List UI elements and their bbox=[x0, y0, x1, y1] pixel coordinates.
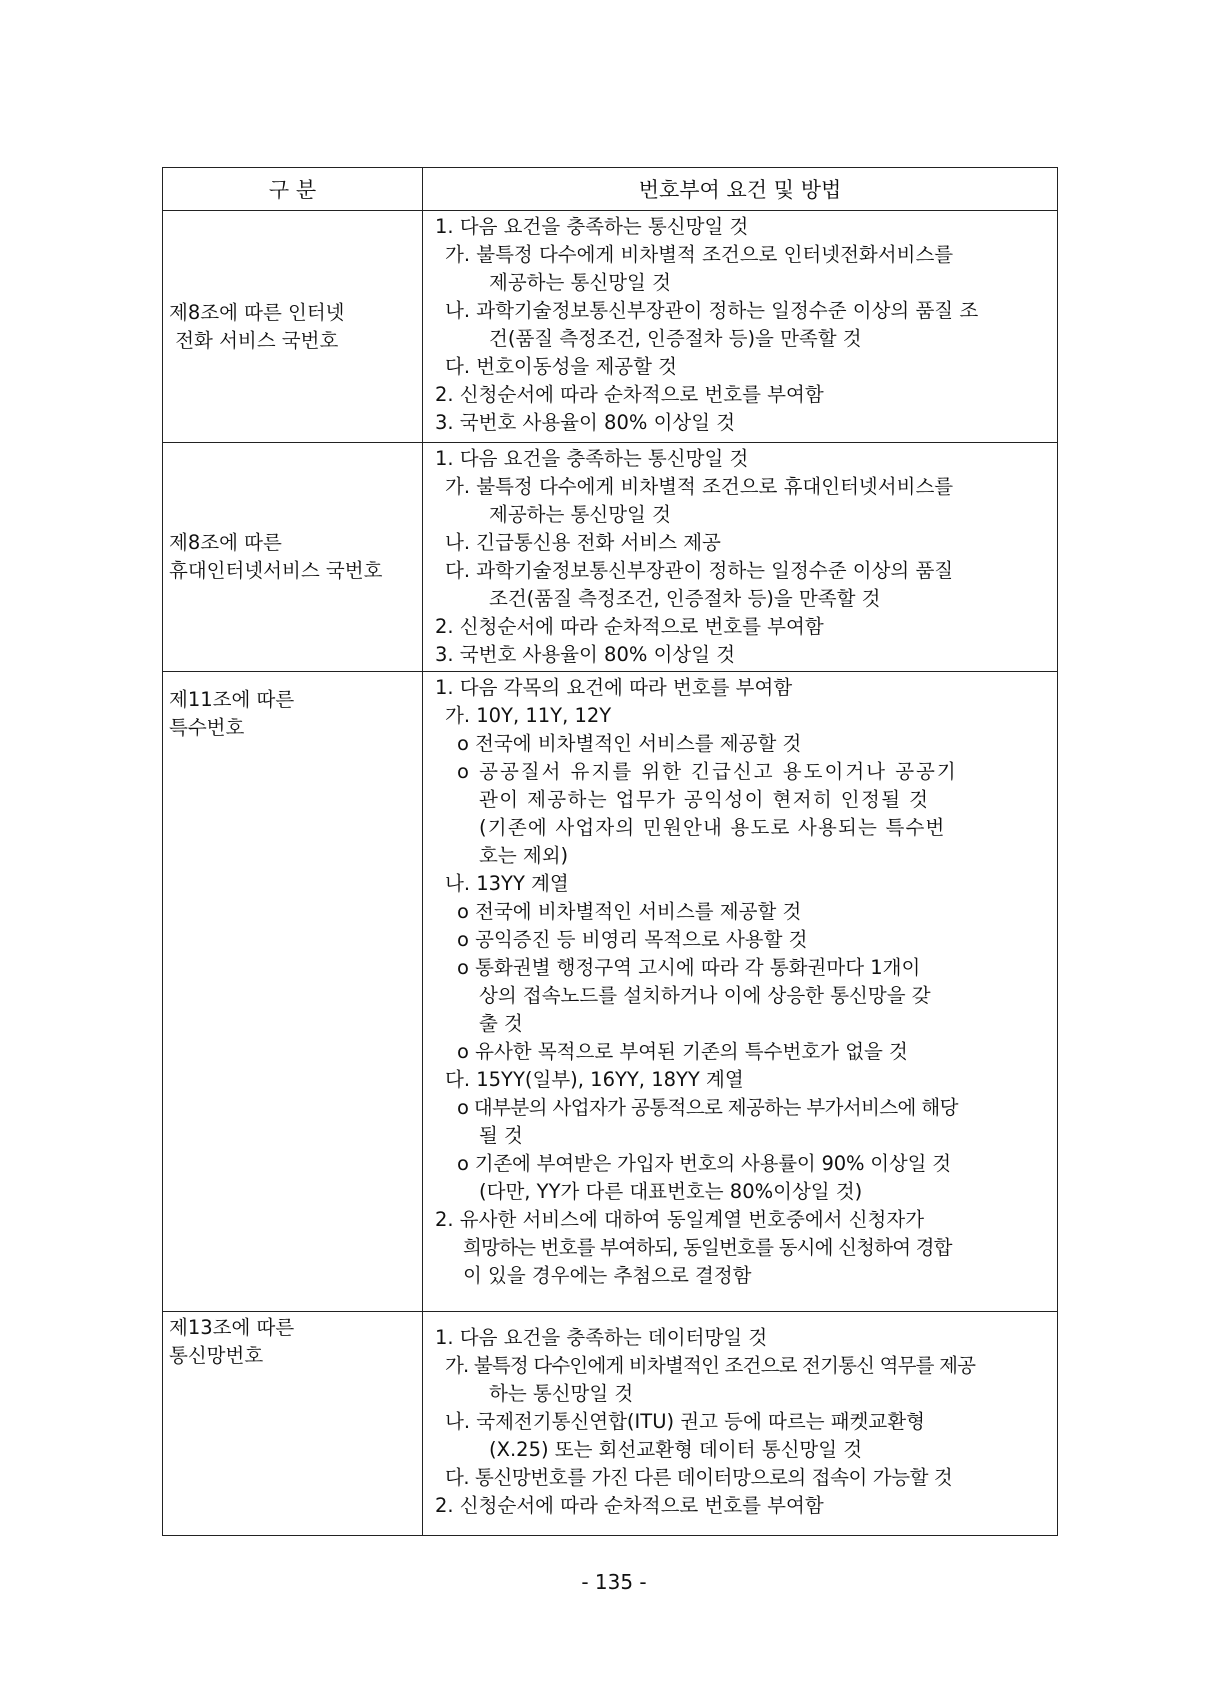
requirement-line: 2. 신청순서에 따라 순차적으로 번호를 부여함 bbox=[435, 615, 824, 638]
requirement-line: 2. 신청순서에 따라 순차적으로 번호를 부여함 bbox=[435, 383, 824, 406]
requirement-line: 상의 접속노드를 설치하거나 이에 상응한 통신망을 갖 bbox=[479, 984, 931, 1007]
header-category: 구 분 bbox=[163, 168, 423, 211]
header-requirements: 번호부여 요건 및 방법 bbox=[423, 168, 1058, 211]
requirement-line: 조건(품질 측정조건, 인증절차 등)을 만족할 것 bbox=[489, 587, 881, 610]
row-category bbox=[163, 211, 423, 443]
requirements-table-container bbox=[162, 167, 1057, 1536]
category-line: 전화 서비스 국번호 bbox=[169, 328, 339, 352]
row-category bbox=[163, 443, 423, 672]
requirement-line: 나. 국제전기통신연합(ITU) 권고 등에 따르는 패켓교환형 bbox=[445, 1410, 925, 1433]
requirement-line: 2. 신청순서에 따라 순차적으로 번호를 부여함 bbox=[435, 1494, 824, 1517]
requirement-line: 이 있을 경우에는 추첨으로 결정함 bbox=[463, 1264, 752, 1287]
requirement-line: 하는 통신망일 것 bbox=[489, 1382, 634, 1405]
requirement-line: 다. 통신망번호를 가진 다른 데이터망으로의 접속이 가능할 것 bbox=[445, 1466, 953, 1489]
requirement-line: o 유사한 목적으로 부여된 기존의 특수번호가 없을 것 bbox=[457, 1040, 908, 1063]
requirement-line: 관이 제공하는 업무가 공익성이 현저히 인정될 것 bbox=[479, 788, 930, 811]
requirement-line: 제공하는 통신망일 것 bbox=[489, 503, 671, 526]
requirement-line: 1. 다음 각목의 요건에 따라 번호를 부여함 bbox=[435, 676, 793, 699]
requirement-line: 출 것 bbox=[479, 1012, 523, 1035]
requirement-line: 될 것 bbox=[479, 1124, 523, 1147]
table-row bbox=[163, 1312, 1058, 1536]
requirement-line: 나. 긴급통신용 전화 서비스 제공 bbox=[445, 531, 721, 554]
category-line: 제8조에 따른 bbox=[169, 531, 282, 554]
requirement-line: 1. 다음 요건을 충족하는 통신망일 것 bbox=[435, 447, 749, 470]
table-header-row bbox=[163, 168, 1058, 211]
requirement-line: 다. 번호이동성을 제공할 것 bbox=[445, 355, 678, 378]
row-category bbox=[163, 1312, 423, 1536]
requirement-line: 다. 15YY(일부), 16YY, 18YY 계열 bbox=[445, 1068, 744, 1091]
row-requirements bbox=[423, 672, 1058, 1312]
category-line: 제11조에 따른 bbox=[169, 688, 295, 711]
requirement-line: o 공공질서 유지를 위한 긴급신고 용도이거나 공공기 bbox=[457, 760, 958, 783]
requirement-line: 나. 13YY 계열 bbox=[445, 872, 569, 895]
requirement-line: 가. 불특정 다수에게 비차별적 조건으로 인터넷전화서비스를 bbox=[445, 243, 954, 266]
requirement-line: o 기존에 부여받은 가입자 번호의 사용률이 90% 이상일 것 bbox=[457, 1152, 951, 1175]
page-number: - 135 - bbox=[581, 1570, 647, 1594]
row-requirements bbox=[423, 1312, 1058, 1536]
table-row bbox=[163, 443, 1058, 672]
requirement-line: (다만, YY가 다른 대표번호는 80%이상일 것) bbox=[479, 1180, 863, 1203]
requirement-line: o 전국에 비차별적인 서비스를 제공할 것 bbox=[457, 900, 802, 923]
requirement-line: (X.25) 또는 회선교환형 데이터 통신망일 것 bbox=[489, 1438, 863, 1461]
requirement-line: (기존에 사업자의 민원안내 용도로 사용되는 특수번 bbox=[479, 816, 946, 839]
row-requirements bbox=[423, 211, 1058, 443]
requirement-line: o 대부분의 사업자가 공통적으로 제공하는 부가서비스에 해당 bbox=[457, 1096, 958, 1119]
requirement-line: 다. 과학기술정보통신부장관이 정하는 일정수준 이상의 품질 bbox=[445, 559, 954, 582]
requirement-line: 3. 국번호 사용율이 80% 이상일 것 bbox=[435, 643, 736, 666]
requirement-line: 1. 다음 요건을 충족하는 통신망일 것 bbox=[435, 215, 749, 238]
requirement-line: 나. 과학기술정보통신부장관이 정하는 일정수준 이상의 품질 조 bbox=[445, 299, 979, 322]
requirement-line: o 통화권별 행정구역 고시에 따라 각 통화권마다 1개이 bbox=[457, 956, 921, 979]
requirement-line: 3. 국번호 사용율이 80% 이상일 것 bbox=[435, 411, 736, 434]
requirement-line: 제공하는 통신망일 것 bbox=[489, 271, 671, 294]
requirement-line: 가. 불특정 다수에게 비차별적 조건으로 휴대인터넷서비스를 bbox=[445, 475, 954, 498]
row-requirements bbox=[423, 443, 1058, 672]
category-line: 휴대인터넷서비스 국번호 bbox=[169, 559, 383, 582]
requirement-line: 희망하는 번호를 부여하되, 동일번호를 동시에 신청하여 경합 bbox=[463, 1236, 952, 1259]
category-line: 제13조에 따른 bbox=[169, 1316, 295, 1339]
category-line: 통신망번호 bbox=[169, 1344, 264, 1367]
requirement-line: o 공익증진 등 비영리 목적으로 사용할 것 bbox=[457, 928, 808, 951]
row-category bbox=[163, 672, 423, 1312]
table-row bbox=[163, 672, 1058, 1312]
requirement-line: o 전국에 비차별적인 서비스를 제공할 것 bbox=[457, 732, 802, 755]
requirement-line: 가. 10Y, 11Y, 12Y bbox=[445, 704, 612, 727]
category-line: 제8조에 따른 인터넷 bbox=[169, 300, 345, 324]
requirement-line: 2. 유사한 서비스에 대하여 동일계열 번호중에서 신청자가 bbox=[435, 1208, 925, 1231]
requirement-line: 건(품질 측정조건, 인증절차 등)을 만족할 것 bbox=[489, 327, 862, 350]
requirement-line: 호는 제외) bbox=[479, 844, 569, 867]
numbering-requirements-table bbox=[162, 167, 1058, 1536]
category-line: 특수번호 bbox=[169, 716, 245, 739]
requirement-line: 가. 불특정 다수인에게 비차별적인 조건으로 전기통신 역무를 제공 bbox=[445, 1354, 976, 1377]
requirement-line: 1. 다음 요건을 충족하는 데이터망일 것 bbox=[435, 1326, 768, 1349]
table-row bbox=[163, 211, 1058, 443]
